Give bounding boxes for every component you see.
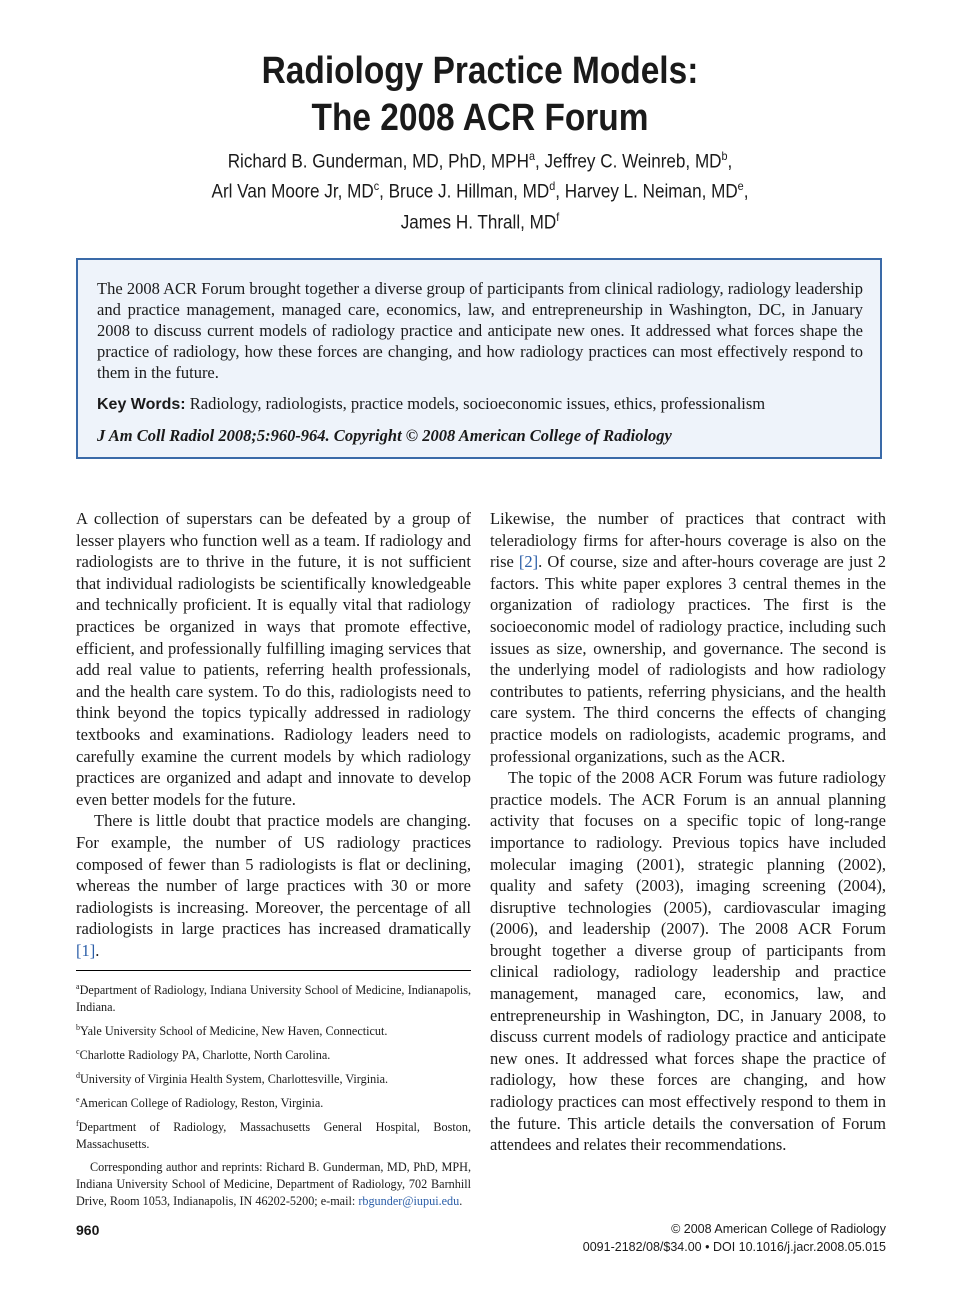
issn-doi: 0091-2182/08/$34.00 • DOI 10.1016/j.jacr.2008.05.015 — [582, 1240, 886, 1254]
affiliation-marker: b — [721, 149, 728, 163]
publication-footer — [583, 1220, 886, 1256]
title-line-2: The 2008 ACR Forum — [311, 97, 649, 139]
reference-link[interactable]: [2] — [518, 552, 539, 572]
keywords-list: Radiology, radiologists, practice models, socioeconomic issues, ethics, professionalism — [189, 394, 766, 413]
footnote-divider — [76, 970, 471, 971]
author-name: James H. Thrall, MD — [400, 211, 557, 233]
body-paragraph: There is little doubt that practice models are changing. For example, the number of US radiology practices composed of fewer than 5 radiologists is flat or declining, whereas the number of large practices with 30 or more radiologists is increasing. Moreover, the percentage of all radiologists in large practices has increased dramatically [1]. — [76, 811, 471, 960]
body-paragraph: The topic of the 2008 ACR Forum was future radiology practice models. The ACR Forum is an annual planning activity that focuses on a specific topic of long-range importance to radiology. Previous topics have included molecular imaging (2001), strategic planning (2002), quality and safety (2003), imaging screening (2004), disruptive technologies (2005), cardiovascular imaging (2006), and leadership (2007). The 2008 ACR Forum brought together a diverse group of participants from clinical radiology, radiology leadership and practice management, managed care, economics, law, and entrepreneurship in Washington, DC, in January 2008, to discuss current models of radiology practice and anticipate new ones. It addressed what forces shape the practice of radiology, how these forces are changing, and how radiology practices can most effectively respond to them in the future. This article details the conversation of Forum attendees and relates their recommendations. — [490, 768, 886, 1155]
author-name: Harvey L. Neiman, MD — [564, 181, 738, 203]
author-line: Richard B. Gunderman, MD, PhD, MPH$^a$, Jeffrey C. Weinreb, $MD^b$, — [227, 149, 733, 173]
journal-citation: J Am Coll Radiol 2008;5:960-964. Copyright © 2008 American College of Radiology — [97, 426, 672, 445]
affiliation-marker: e — [737, 179, 744, 194]
affiliation-marker: d — [549, 179, 556, 194]
affiliation-footnote: $^a$Department of Radiology, Indiana University School of Medicine, Indianapolis, Indiana. — [76, 982, 471, 1015]
author-line — [48, 205, 912, 235]
page-number: 960 — [76, 1222, 100, 1238]
body-column-left — [76, 508, 471, 961]
abstract-text: The 2008 ACR Forum brought together a diverse group of participants from clinical radiology, radiology leadership and practice management, managed care, economics, law, and entrepreneurship in Washington, DC, in January 2008 to discuss current models of radiology practice and anticipate new ones. It addressed what forces shape the practice of radiology, how these forces are changing, and how radiology practices can most effectively respond to them in the future. — [97, 279, 863, 382]
affiliation-footnote: $^d$University of Virginia Health System, Charlottesville, Virginia. — [76, 1071, 389, 1087]
author-list — [48, 144, 912, 235]
title-line-1: Radiology Practice Models: — [261, 50, 699, 92]
body-paragraph: Likewise, the number of practices that contract with teleradiology firms for after-hours coverage is also on the rise [2]. Of course, size and after-hours coverage are just 2 factors. This white paper explores 3 central themes in the organization of radiology practices. The first is the socioeconomic model of radiology practice, including such issues as size, ownership, and governance. The second is the underlying model of radiologists and how radiology contributes to patients, referring physicians, and the health care system. The third concerns the effects of changing practice models on radiologists, academic programs, and professional organizations, such as the ACR. — [490, 509, 886, 766]
body-paragraph: A collection of superstars can be defeated by a group of lesser players who function well as a team. If radiology and radiologists are to thrive in the future, it is not sufficient that individual radiologists be scientifically knowledgeable and technically proficient. It is equally vital that radiology practices be organized in ways that promote effective, efficient, and professionally fulfilling imaging services that add real value to patients, referring health professionals, and the health care system. To do this, radiologists need to think beyond the topics typically addressed in radiology textbooks and examinations. Radiology leaders need to carefully examine the current models by which radiology practices are organized and adapt and innovate to develop even better models for the future. — [76, 509, 471, 809]
footnotes — [76, 978, 471, 1213]
body-column-right — [490, 508, 886, 1156]
author-name: Bruce J. Hillman, MD — [388, 181, 550, 203]
copyright-notice: © 2008 American College of Radiology — [671, 1222, 886, 1236]
affiliation-footnote: $^c$Charlotte Radiology PA, Charlotte, North Carolina. — [76, 1047, 331, 1063]
author-line: Arl Van Moore Jr, $MD^c$, Bruce J. Hillman, $MD^d$, Harvey L. Neiman, MDe, — [211, 179, 749, 203]
keywords — [97, 393, 863, 415]
author-name: Jeffrey C. Weinreb, MD — [544, 151, 722, 173]
author-name: Arl Van Moore Jr, MD — [211, 181, 374, 203]
reference-link[interactable]: [1] — [76, 940, 96, 960]
email-link[interactable]: rbgunder@iupui.edu — [358, 1194, 460, 1209]
keywords-label: Key Words: — [97, 396, 186, 413]
affiliation-footnote: $^b$Yale University School of Medicine, New Haven, Connecticut. — [76, 1023, 388, 1039]
corresponding-author: Corresponding author and reprints: Richard B. Gunderman, MD, PhD, MPH, Indiana University School of Medicine, Department of Radiology, 702 Barnhill Drive, Room 1053, Indianapolis, IN 46202-5200; e-mail: rbgunder@iupui.edu. — [76, 1160, 471, 1209]
affiliation-footnote: $^f$Department of Radiology, Massachusetts General Hospital, Boston, Massachusetts. — [76, 1119, 471, 1152]
affiliation-footnote: $^e$American College of Radiology, Reston, Virginia. — [76, 1095, 324, 1111]
abstract-box — [76, 258, 882, 459]
affiliation-marker: c — [373, 179, 380, 194]
affiliation-marker: a — [528, 149, 535, 163]
author-name: Richard B. Gunderman, MD, PhD, MPH — [227, 151, 529, 173]
article-title — [58, 48, 903, 142]
affiliation-marker: f — [556, 209, 560, 224]
